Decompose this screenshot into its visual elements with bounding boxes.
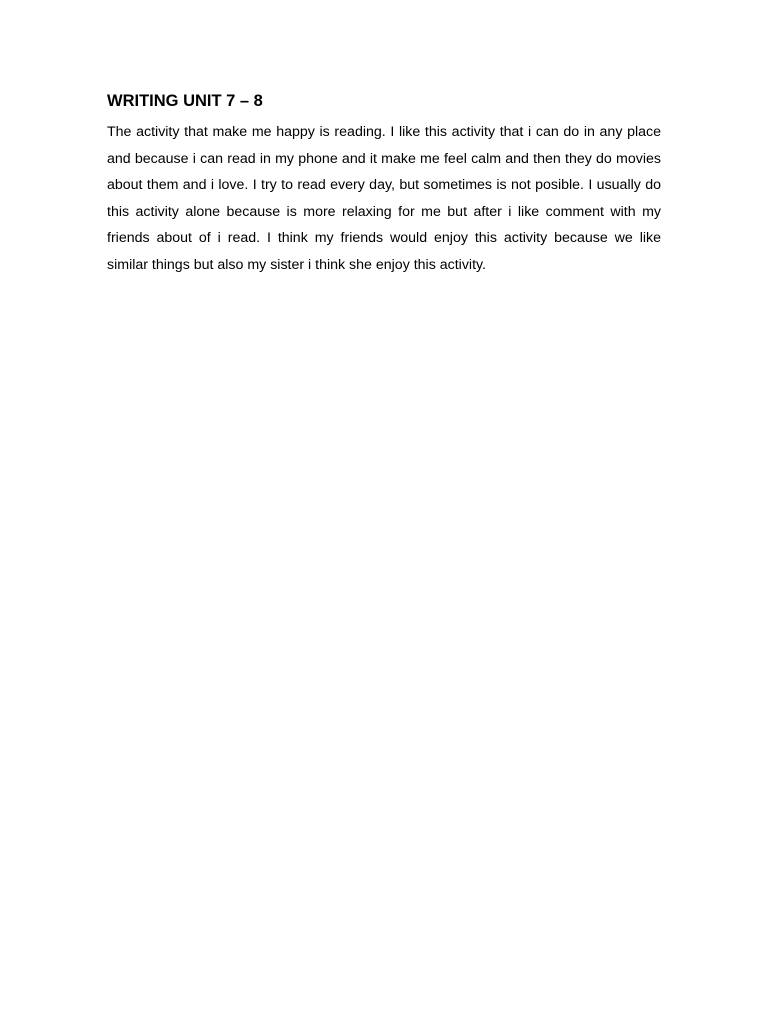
document-body-paragraph: The activity that make me happy is reading. I like this activity that i can do in any place and because i can read in my phone and it make me feel calm and then they do movies about them and i love. I try to read every day, but sometimes is not posible. I usually do this activity alone because is more relaxing for me but after i like comment with my friends about of i read. I think my friends would enjoy this activity because we like similar things but also my sister i think she enjoy this activity. [107, 124, 661, 273]
document-content [107, 89, 661, 279]
document-title: WRITING UNIT 7 – 8 [107, 92, 263, 110]
